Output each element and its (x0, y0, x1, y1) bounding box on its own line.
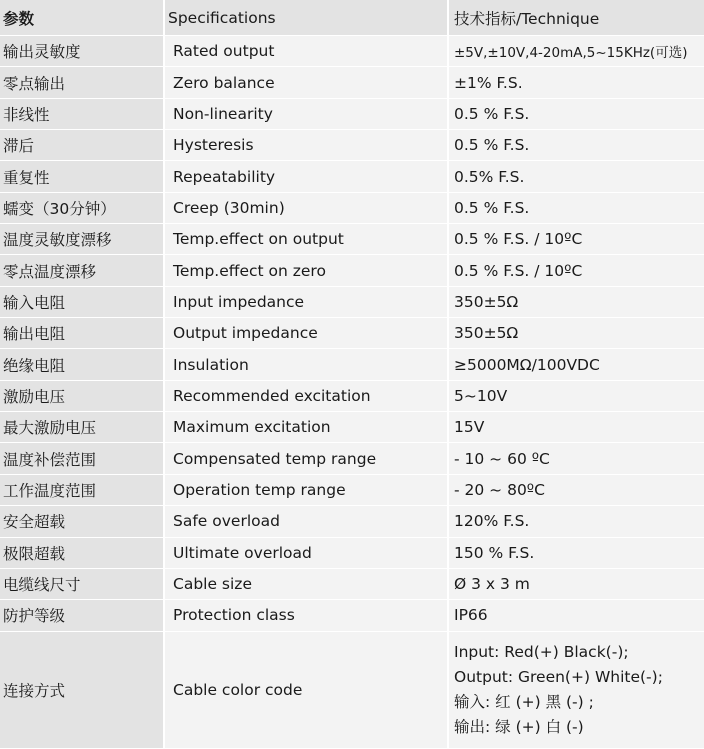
row-cn-label: 温度灵敏度漂移 (0, 224, 165, 255)
row-en-label: Compensated temp range (165, 443, 449, 474)
row-en-label: Temp.effect on output (165, 224, 449, 255)
row-cn-label: 零点输出 (0, 67, 165, 98)
row-value: ±1% F.S. (449, 67, 704, 98)
row-value: 0.5% F.S. (449, 161, 704, 192)
row-cn-label: 绝缘电阻 (0, 349, 165, 380)
cable-line: Input: Red(+) Black(-); (454, 642, 629, 661)
row-cn-label: 安全超载 (0, 506, 165, 537)
row-en-label: Non-linearity (165, 99, 449, 130)
row-cn-label: 输出灵敏度 (0, 36, 165, 67)
row-en-label: Repeatability (165, 161, 449, 192)
row-en-label: Cable size (165, 569, 449, 600)
row-value: 5~10V (449, 381, 704, 412)
row-en-label: Maximum excitation (165, 412, 449, 443)
row-cn-label: 输入电阻 (0, 287, 165, 318)
row-cn-label: 工作温度范围 (0, 475, 165, 506)
row-cn-label: 重复性 (0, 161, 165, 192)
header-technique: 技术指标/Technique (449, 0, 704, 36)
row-value: ≥5000MΩ/100VDC (449, 349, 704, 380)
row-value: 15V (449, 412, 704, 443)
cable-line: 输入: 红 (+) 黑 (-) ; (454, 692, 594, 711)
row-cn-label: 激励电压 (0, 381, 165, 412)
row-en-label: Safe overload (165, 506, 449, 537)
row-value: Ø 3 x 3 m (449, 569, 704, 600)
row-en-label: Temp.effect on zero (165, 255, 449, 286)
row-en-label: Ultimate overload (165, 538, 449, 569)
row-cn-label: 输出电阻 (0, 318, 165, 349)
row-cn-label: 极限超载 (0, 538, 165, 569)
cable-color-code (449, 632, 704, 749)
row-value: 0.5 % F.S. (449, 193, 704, 224)
row-value: 120% F.S. (449, 506, 704, 537)
row-value: - 10 ~ 60 ºC (449, 443, 704, 474)
header-specifications: Specifications (165, 0, 449, 36)
row-en-label: Insulation (165, 349, 449, 380)
row-cn-label: 零点温度漂移 (0, 255, 165, 286)
row-cn-label: 非线性 (0, 99, 165, 130)
cable-line: Output: Green(+) White(-); (454, 667, 663, 686)
row-en-label: Zero balance (165, 67, 449, 98)
row-value: 350±5Ω (449, 318, 704, 349)
cable-line: 输出: 绿 (+) 白 (-) (454, 717, 584, 736)
row-value: 150 % F.S. (449, 538, 704, 569)
row-value: ±5V,±10V,4-20mA,5~15KHz(可选) (449, 36, 704, 67)
row-cn-label: 蠕变（30分钟） (0, 193, 165, 224)
row-cn-label: 温度补偿范围 (0, 443, 165, 474)
row-cn-label: 防护等级 (0, 600, 165, 631)
row-value: 0.5 % F.S. (449, 130, 704, 161)
row-en-label: Rated output (165, 36, 449, 67)
row-en-label: Creep (30min) (165, 193, 449, 224)
cable-cn-label: 连接方式 (0, 632, 165, 749)
row-en-label: Operation temp range (165, 475, 449, 506)
cable-en-label: Cable color code (165, 632, 449, 749)
row-en-label: Protection class (165, 600, 449, 631)
row-value: 0.5 % F.S. / 10ºC (449, 224, 704, 255)
row-cn-label: 滞后 (0, 130, 165, 161)
row-en-label: Input impedance (165, 287, 449, 318)
row-cn-label: 电缆线尺寸 (0, 569, 165, 600)
row-value: 0.5 % F.S. (449, 99, 704, 130)
row-value: IP66 (449, 600, 704, 631)
row-value: - 20 ~ 80ºC (449, 475, 704, 506)
header-param: 参数 (0, 0, 165, 36)
row-value: 350±5Ω (449, 287, 704, 318)
row-en-label: Output impedance (165, 318, 449, 349)
row-en-label: Recommended excitation (165, 381, 449, 412)
row-en-label: Hysteresis (165, 130, 449, 161)
row-cn-label: 最大激励电压 (0, 412, 165, 443)
row-value: 0.5 % F.S. / 10ºC (449, 255, 704, 286)
